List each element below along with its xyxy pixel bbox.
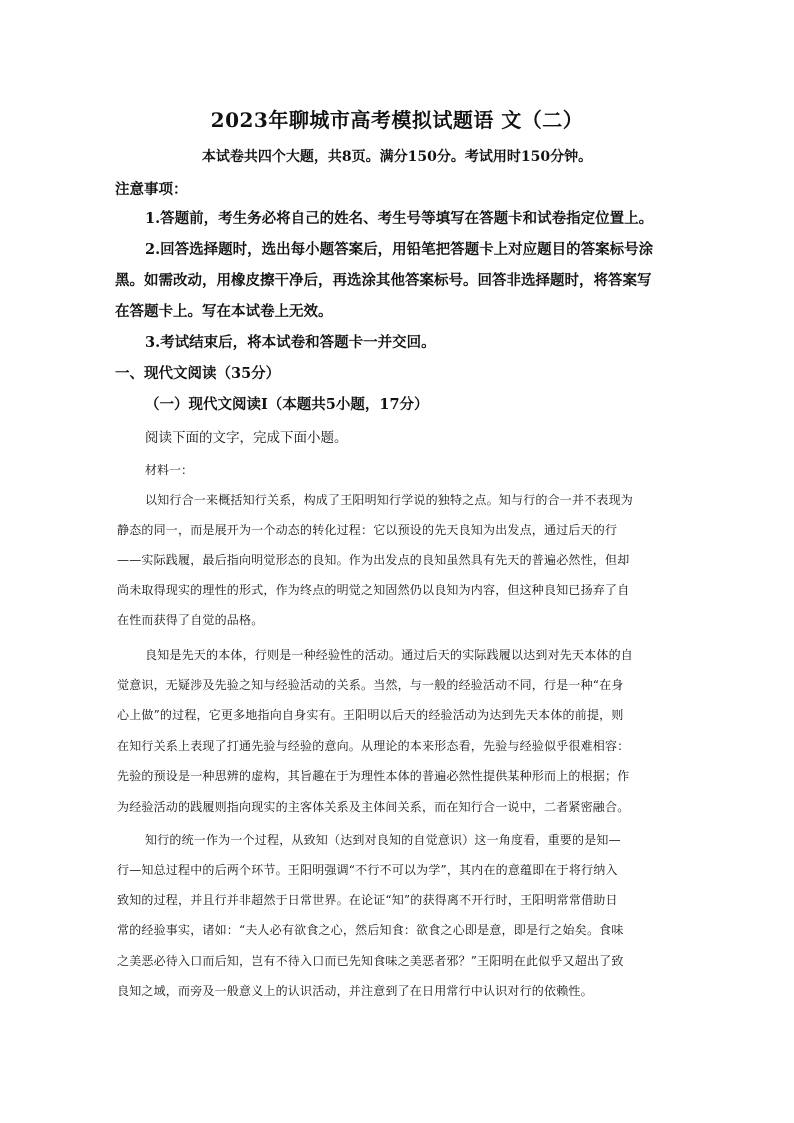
passage-line: 致知的过程，并且行并非超然于日常世界。在论证“知”的获得离不开行时，王阳明常常借助日: [117, 893, 618, 907]
passage-line: 知行的统一作为一个过程，从致知（达到对良知的自觉意识）这一角度看，重要的是知—: [145, 833, 621, 847]
notice-item-2-line-1: 2.回答选择题时，选出每小题答案后，用铅笔把答题卡上对应题目的答案标号涂: [145, 241, 654, 258]
passage-line: 尚未取得现实的理性的形式，作为终点的明觉之知固然仍以良知为内容，但这种良知已扬弃了自: [117, 583, 630, 597]
passage-line: 良知是先天的本体，行则是一种经验性的活动。通过后天的实际践履以达到对先天本体的自: [145, 648, 634, 662]
passage-line: 静态的同一，而是展开为一个动态的转化过程：它以预设的先天良知为出发点，通过后天的行: [117, 523, 618, 537]
section-heading: 一、现代文阅读（35分）: [115, 365, 281, 382]
material-label: 材料一：: [145, 463, 194, 477]
notice-item-1: 1.答题前，考生务必将自己的姓名、考生号等填写在答题卡和试卷指定位置上。: [145, 210, 654, 227]
passage-line: 行—知总过程中的后两个环节。王阳明强调“不行不可以为学”，其内在的意蕴即在于将行纳入: [117, 863, 618, 877]
notice-heading: 注意事项：: [115, 181, 188, 198]
passage-line: 在知行关系上表现了打通先验与经验的意向。从理论的本来形态看，先验与经验似乎很难相容：: [117, 739, 630, 753]
passage-line: 觉意识，无疑涉及先验之知与经验活动的关系。当然，与一般的经验活动不同，行是一种“在身: [117, 678, 624, 692]
passage-line: 在性而获得了自觉的品格。: [117, 613, 264, 627]
passage-line: 先验的预设是一种思辨的虚构，其旨趣在于为理性本体的普遍必然性提供某种形而上的根据；作: [117, 769, 630, 783]
notice-item-2-line-2: 黑。如需改动，用橡皮擦干净后，再选涂其他答案标号。回答非选择题时，将答案写: [115, 272, 652, 289]
exam-info-subtitle: 本试卷共四个大题，共8页。满分150分。考试用时150分钟。: [201, 149, 593, 165]
reading-instruction: 阅读下面的文字，完成下面小题。: [145, 430, 348, 446]
notice-item-3: 3.考试结束后，将本试卷和答题卡一并交回。: [145, 334, 436, 351]
passage-line: 良知之域，而旁及一般意义上的认识活动，并注意到了在日用常行中认识对行的依赖性。: [117, 984, 593, 998]
passage-line: 以知行合一来概括知行关系，构成了王阳明知行学说的独特之点。知与行的合一并不表现为: [145, 493, 634, 507]
passage-line: 常的经验事实，诸如：“夫人必有欲食之心，然后知食：欲食之心即是意，即是行之始矣。食味: [117, 923, 624, 937]
notice-item-2-line-3: 在答题卡上。写在本试卷上无效。: [115, 303, 333, 320]
passage-line: ——实际践履，最后指向明觉形态的良知。作为出发点的良知虽然具有先天的普遍必然性，但却: [117, 553, 630, 567]
passage-line: 心上做”的过程，它更多地指向自身实有。王阳明以后天的经验活动为达到先天本体的前提，则: [117, 708, 624, 722]
subsection-heading: （一）现代文阅读Ⅰ（本题共5小题，17分）: [145, 396, 429, 413]
passage-line: 之美恶必待入口而后知，岂有不待入口而已先知食味之美恶者邪？”王阳明在此似乎又超出了致: [117, 954, 624, 968]
page-title: 2023年聊城市高考模拟试题语 文（二）: [210, 108, 584, 132]
passage-line: 为经验活动的践履则指向现实的主客体关系及主体间关系，而在知行合一说中，二者紧密融合。: [117, 800, 630, 814]
